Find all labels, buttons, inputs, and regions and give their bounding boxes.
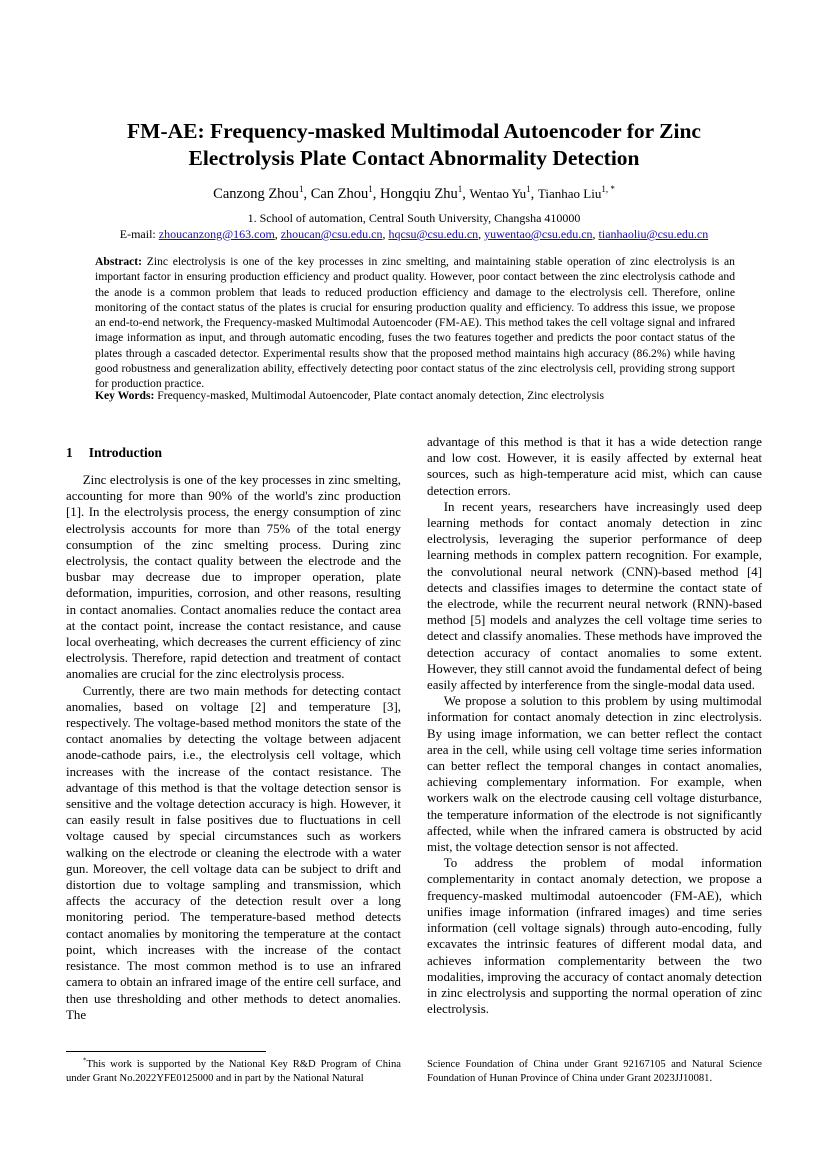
paragraph: Zinc electrolysis is one of the key processes in zinc smelting, accounting for more than 90% of the world's zinc production [1]. In the electrolysis process, the energy consumption of zinc electrolysis accounts for more than 75% of the total energy consumption of the zinc smelting process. During zinc electrolysis, the contact quality between the electrode and the busbar may decrease due to improper operation, plate deformation, impurities, corrosion, and other reasons, resulting in contact anomalies. Contact anomalies reduce the contact area at the contact point, increase the contact resistance, and cause local overheating, which decreases the current efficiency of zinc electrolysis. Therefore, rapid detection and treatment of contact anomalies are crucial for the zinc electrolysis process.: [66, 473, 401, 682]
footnote-text: This work is supported by the National Key R&D Program of China under Grant No.2022YFE0125000 and in part by the National Natural: [66, 1059, 401, 1084]
footnote-text: Science Foundation of China under Grant 92167105 and Natural Science Foundation of Hunan Province of China under Grant 2023JJ10081.: [427, 1059, 762, 1084]
author-affiliation-mark: 1: [368, 184, 373, 195]
footnote-divider: [66, 1051, 266, 1052]
section-number: 1: [66, 445, 73, 460]
email-link[interactable]: tianhaoliu@csu.edu.cn: [598, 227, 709, 241]
email-link[interactable]: zhoucan@csu.edu.cn: [280, 227, 383, 241]
paragraph: We propose a solution to this problem by using multimodal information for contact anomaly detection in zinc electrolysis. By using image information, we can better reflect the contact area in the cell, while using cell voltage time series information can better reflect the temporal changes in contact anomalies, achieving complementary information. For example, when workers walk on the electrode causing cell voltage disturbance, the temperature information of the electrode is not significantly affected, while when the infrared camera is obstructed by acid mist, the voltage detection sensor is not affected.: [427, 694, 762, 855]
footnote-right: [427, 1058, 762, 1086]
left-column: [66, 438, 401, 1023]
author-affiliation-mark: 1, *: [601, 184, 615, 195]
abstract: [95, 254, 735, 392]
email-label: E-mail:: [119, 227, 156, 241]
email-link[interactable]: zhoucanzong@163.com: [158, 227, 275, 241]
email-link[interactable]: hqcsu@csu.edu.cn: [388, 227, 479, 241]
author-name: Wentao Yu: [469, 186, 527, 201]
keywords-text: Frequency-masked, Multimodal Autoencoder, Plate contact anomaly detection, Zinc electrolysis: [157, 389, 605, 402]
keywords-label: Key Words:: [95, 389, 155, 402]
paragraph: advantage of this method is that it has a wide detection range and low cost. However, it is easily affected by external heat sources, such as high-temperature acid mist, which can cause detection errors.: [427, 435, 762, 498]
author-name: Can Zhou: [310, 186, 369, 202]
paragraph: To address the problem of modal information complementarity in contact anomaly detection, we propose a frequency-masked multimodal autoencoder (FM-AE), which unifies image information (infrared images) and time series information (cell voltage signals) through auto-encoding, fully excavates the intrinsic features of different modal data, and achieves information complementarity between the two modalities, improving the accuracy of contact anomaly detection in zinc electrolysis and supporting the normal operation of zinc electrolysis.: [427, 856, 762, 1017]
right-column: [427, 434, 762, 1017]
author-name: Canzong Zhou: [213, 186, 299, 202]
author-affiliation-mark: 1: [457, 184, 463, 195]
section-title: Introduction: [88, 445, 163, 460]
title-line-2: Electrolysis Plate Contact Abnormality Detection: [188, 146, 640, 170]
author-name: Tianhao Liu: [537, 186, 602, 201]
footnote-left: [66, 1058, 401, 1086]
author-name: Hongqiu Zhu: [380, 186, 458, 202]
abstract-label: Abstract:: [95, 255, 143, 268]
paragraph: Currently, there are two main methods for detecting contact anomalies, based on voltage [2] and temperature [3], respectively. The voltage-based method monitors the state of the contact anomalies by detecting the voltage between adjacent anode-cathode pairs, i.e., the electrolysis cell voltage, which increases with the increase of the contact resistance. The advantage of this method is that the voltage detection sensor is sensitive and the voltage detection accuracy is high. However, it can easily result in false positives due to fluctuations in cell voltage caused by special circumstances such as workers walking on the electrode or cleaning the electrode with a water gun. Moreover, the cell voltage data can be subject to drift and distortion due to voltage sampling and transmission, which affects the accuracy of the detection result over a long monitoring period. The temperature-based method detects contact anomalies by monitoring the temperature at the contact point, which increases with the increase of the contact resistance. The most common method is to use an infrared camera to obtain an infrared image of the entire cell surface, and then use thresholding and other methods to detect anomalies. The: [66, 683, 401, 1022]
author-list: Canzong Zhou$^1$, Can Zhou$^1$, Hongqiu Zhu$^1$, Wentao Yu$^1$, Tianhao Liu$^{1, *}$: [213, 184, 615, 202]
section-heading: [66, 444, 401, 462]
email-line: E-mail: zhoucanzong@163.com, zhoucan@csu.edu.cn, hqcsu@csu.edu.cn, yuwentao@csu.edu.cn, tianhaoliu@csu.edu.cn: [119, 227, 709, 241]
author-affiliation-mark: 1: [526, 184, 531, 195]
abstract-text: Zinc electrolysis is one of the key processes in zinc smelting, and maintaining stable operation of zinc electrolysis is an important factor in ensuring production efficiency and product quality. However, poor contact between the zinc electrolysis cathode and the anode is a common problem that leads to reduced production efficiency and damage to the electrolysis cell. Therefore, online monitoring of the contact status of the plates is crucial for ensuring production quality and efficiency. To address this issue, we propose an end-to-end network, the Frequency-masked Multimodal Autoencoder (FM-AE). This method takes the cell voltage signal and infrared image information as input, and through automatic encoding, fuses the two features together and predicts the poor contact status of the plates through a cascaded detector. Experimental results show that the proposed method maintains high accuracy (86.2%) while having good robustness and generalization ability, effectively detecting poor contact status of the zinc electrolysis cell, providing strong support for production practice.: [95, 255, 735, 391]
paragraph: In recent years, researchers have increasingly used deep learning methods for contact anomaly detection in zinc electrolysis, leveraging the superior performance of deep learning methods in complex pattern recognition. For example, the convolutional neural network (CNN)-based method [4] detects and classifies images to determine the contact state of the electrode, while the recurrent neural network (RNN)-based method [5] models and analyzes the cell voltage time series to detect and classify anomalies. These methods have improved the detection accuracy of contact anomalies to some extent. However, they still cannot avoid the fundamental defect of being easily affected by interference from the single-modal data used.: [427, 499, 762, 693]
author-affiliation-mark: 1: [298, 184, 304, 195]
email-link[interactable]: yuwentao@csu.edu.cn: [484, 227, 593, 241]
title-line-1: FM-AE: Frequency-masked Multimodal Autoencoder for Zinc: [127, 119, 701, 143]
affiliation: 1. School of automation, Central South University, Changsha 410000: [247, 211, 581, 225]
paper-title: [60, 118, 768, 172]
keywords: [95, 388, 735, 403]
footnote-marker: *: [82, 1056, 87, 1065]
